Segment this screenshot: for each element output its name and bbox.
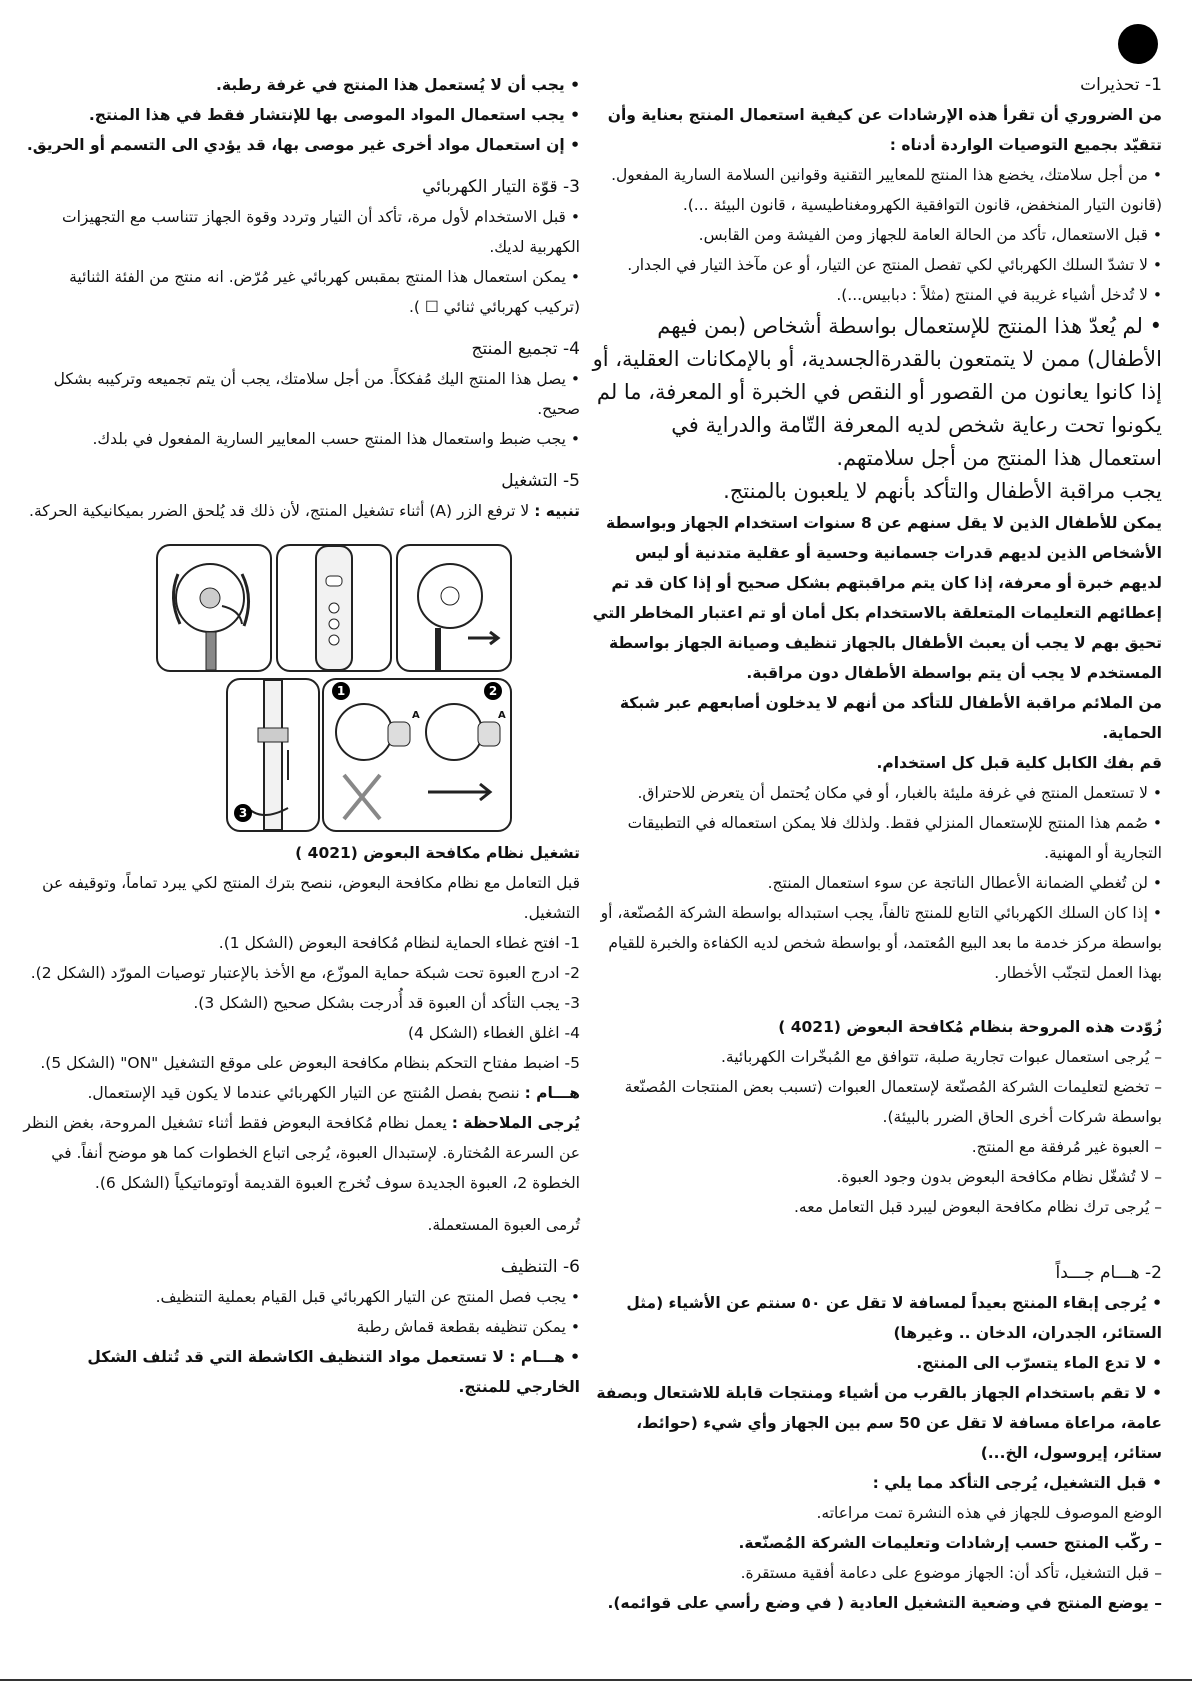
bullet-do-not-pull-cord: • لا تشدّ السلك الكهربائي لكي تفصل المنتج عن التيار، أو عن مآخذ التيار في الجدار. [627, 256, 1162, 274]
operation-step-4: 4- اغلق الغطاء (الشكل 4) [407, 1024, 580, 1042]
check-stable-support: – قبل التشغيل، تأكد أن: الجهاز موضوع على دعامة أفقية مستقرة. [740, 1564, 1162, 1582]
warning-text: لا ترفع الزر (A) أثناء تشغيل المنتج، لأن ذلك قد يُلحق الضرر بميكانيكية الحركة. [29, 502, 530, 520]
figure-tilt-panel [156, 544, 272, 672]
bullet-no-humid-room: • يجب أن لا يُستعمل هذا المنتج في غرفة رطبة. [216, 76, 580, 94]
bullet-no-foreign-objects: • لا تُدخل أشياء غريبة في المنتج (مثلاً : دبابيس...). [836, 286, 1162, 304]
paragraph-supervise-children: يجب مراقبة الأطفال والتأكد بأنهم لا يلعبون بالمنتج. [723, 479, 1162, 503]
paragraph-protective-grid: من الملائم مراقبة الأطفال للتأكد من أنهم لا يدخلون أصابعهم عبر شبكة الحماية. [619, 694, 1162, 742]
figure-label-a-2: A [498, 710, 506, 721]
mosquito-line-3: – العبوة غير مُرفقة مع المنتج. [971, 1138, 1162, 1156]
operation-step-3: 3- يجب التأكد أن العبوة قد أُدرجت بشكل صحيح (الشكل 3). [193, 994, 580, 1012]
bullet-no-dusty-room: • لا تستعمل المنتج في غرفة مليئة بالغبار، أو في مكان يُحتمل أن يتعرض للاحتراق. [637, 784, 1162, 802]
figure-head-panel [322, 678, 512, 832]
figure-control-panel [276, 544, 392, 672]
bullet-flammable: • لا تقم باستخدام الجهاز بالقرب من أشياء ومنتجات قابلة للاشتعال وبصفة عامة، مراعاة مسافة لا تقل عن 50 سم بين الجهاز وأي شيء (حوائط، ستائر، إيروسول، الخ...) [596, 1384, 1162, 1462]
mosquito-system-title: زُوّدت هذه المروحة بنظام مُكافحة البعوض (4021 ) [778, 1018, 1162, 1036]
bullet-class-ii: • يمكن استعمال هذا المنتج بمقبس كهربائي غير مُرّض. انه منتج من الفئة الثنائية (تركيب كهربائي ثنائي ☐ ). [69, 268, 580, 316]
check-upright: – يوضع المنتج في وضعية التشغيل العادية ( في وضع رأسي على قوائمه). [607, 1594, 1162, 1612]
mosquito-line-1: – يُرجى استعمال عبوات تجارية صلبة، تتوافق مع المُبخّرات الكهربائية. [721, 1048, 1162, 1066]
bullet-poisoning-risk: • إن استعمال مواد أخرى غير موصى بها، قد يؤدي الى التسمم أو الحريق. [26, 136, 580, 154]
bullet-unplug-before-cleaning: • يجب فصل المنتج عن التيار الكهربائي قبل القيام بعملية التنظيف. [155, 1288, 580, 1306]
operation-step-1: 1- افتح غطاء الحماية لنظام مُكافحة البعوض (الشكل 1). [218, 934, 580, 952]
section-6-title: 6- التنظيف [500, 1257, 580, 1277]
paragraph-unplug-cable: قم بفك الكابل كلية قبل كل استخدام. [876, 754, 1162, 772]
figure-clip-panel [396, 544, 512, 672]
operation-step-5: 5- اضبط مفتاح التحكم بنظام مكافحة البعوض على موقع التشغيل "ON" (الشكل 5). [40, 1054, 580, 1072]
bullet-damp-cloth: • يمكن تنظيفه بقطعة قماش رطبة [356, 1318, 580, 1336]
note-label: يُرجى الملاحظة : [451, 1114, 580, 1132]
bullet-safety-standards: • من أجل سلامتك، يخضع هذا المنتج للمعايير التقنية وقوانين السلامة السارية المفعول. (قانون التيار المنخفض، قانون التوافقية الكهرومغناطيسية ، قانون البيئة ...). [611, 166, 1162, 214]
bullet-damaged-cord: • إذا كان السلك الكهربائي التابع للمنتج تالفاً، يجب استبداله بواسطة الشركة المُصنّعة، أو بواسطة مركز خدمة ما بعد البيع المُعتمد، أو بواسطة شخص لديه الكفاءة والخبرة للقيام بهذا العمل لتجنّب الأخطار. [600, 904, 1162, 982]
section-4-title: 4- تجميع المنتج [471, 339, 580, 359]
note-text: يعمل نظام مُكافحة البعوض فقط أثناء تشغيل المروحة، بغض النظر عن السرعة المُختارة. لإستبدال العبوة، يُرجى اتباع الخطوات كما هو موضح أنفاً. في الخطوة 2، العبوة الجديدة سوف تُخرج العبوة القديمة أوتوماتيكياً (الشكل 6). [23, 1114, 580, 1192]
section-5-title: 5- التشغيل [501, 471, 580, 491]
important-label: هـــام : [524, 1084, 580, 1102]
operation-step-2: 2- ادرج العبوة تحت شبكة حماية الموزّع، مع الأخذ بالإعتبار توصيات المورّد (الشكل 2). [30, 964, 580, 982]
bullet-keep-distance: • يُرجى إبقاء المنتج بعيداً لمسافة لا تقل عن ٥٠ سنتم عن الأشياء (مثل الستائر، الجدران، الدخان .. وغيرها) [626, 1294, 1162, 1342]
bullet-before-operation: • قبل التشغيل، يُرجى التأكد مما يلي : [872, 1474, 1162, 1492]
section-1-intro: من الضروري أن تقرأ هذه الإرشادات عن كيفية استعمال المنتج بعناية وأن تتقيّد بجميع التوصيات الواردة أدناه : [607, 106, 1162, 154]
bullet-no-abrasive: • هـــام : لا تستعمل مواد التنظيف الكاشطة التي قد تُتلف الشكل الخارجي للمنتج. [87, 1348, 580, 1396]
bullet-check-voltage: • قبل الاستخدام لأول مرة، تأكد أن التيار وتردد وقوة الجهاز تتناسب مع التجهيزات الكهربية لديك. [62, 208, 580, 256]
mosquito-line-5: – يُرجى ترك نظام مكافحة البعوض ليبرد قبل التعامل معه. [793, 1198, 1162, 1216]
bottom-divider [0, 1679, 1192, 1681]
important-text: ننصح بفصل المُنتج عن التيار الكهربائي عندما لا يكون قيد الإستعمال. [87, 1084, 520, 1102]
left-column [20, 70, 580, 1402]
mosquito-line-4: – لا تُشغّل نظام مكافحة البعوض بدون وجود العبوة. [836, 1168, 1162, 1186]
bullet-no-water: • لا تدع الماء يتسرّب الى المنتج. [916, 1354, 1162, 1372]
right-column [592, 70, 1162, 1618]
paragraph-not-for-persons: • لم يُعدّ هذا المنتج للإستعمال بواسطة أشخاص (بمن فيهم الأطفال) ممن لا يتمتعون بالقدرةالجسدية، أو بالإمكانات العقلية، أو إذا كانوا يعانون من القصور أو النقص في الخبرة أو المعرفة، ما لم يكونوا تحت رعاية شخص لديه المعرفة التّامة والدراية في استعمال هذا المنتج من أجل سلامتهم. [592, 314, 1162, 470]
figure-marker-1: 1 [332, 682, 350, 700]
discard-used-cartridge: تُرمى العبوة المستعملة. [427, 1216, 580, 1234]
mosquito-line-2: – تخضع لتعليمات الشركة المُصنّعة لإستعمال العبوات (تسبب بعض المنتجات المُصنّعة بواسطة شركات أخرى الحاق الضرر بالبيئة). [624, 1078, 1162, 1126]
bullet-recommended-materials: • يجب استعمال المواد الموصى بها للإنتشار فقط في هذا المنتج. [88, 106, 580, 124]
bullet-local-standards: • يجب ضبط واستعمال هذا المنتج حسب المعايير السارية المفعول في بلدك. [92, 430, 580, 448]
page-marker-dot [1118, 24, 1158, 64]
figure-label-a-1: A [412, 710, 420, 721]
figure-marker-2: 2 [484, 682, 502, 700]
operation-intro: قبل التعامل مع نظام مكافحة البعوض، ننصح بترك المنتج لكي يبرد تماماً، وتوقيفه عن التشغيل. [42, 874, 580, 922]
operation-figure [20, 532, 580, 832]
check-assemble: – ركّب المنتج حسب إرشادات وتعليمات الشركة المُصنّعة. [738, 1534, 1162, 1552]
figure-marker-3: 3 [234, 804, 252, 822]
bullet-household-only: • صُمم هذا المنتج للإستعمال المنزلي فقط. ولذلك فلا يمكن استعماله في التطبيقات التجارية أو المهنية. [627, 814, 1162, 862]
bullet-assemble-correctly: • يصل هذا المنتج اليك مُفككاً. من أجل سلامتك، يجب أن يتم تجميعه وتركيبه بشكل صحيح. [53, 370, 580, 418]
section-3-title: 3- قوّة التيار الكهربائي [422, 177, 580, 197]
bullet-check-before-use: • قبل الاستعمال، تأكد من الحالة العامة للجهاز ومن الفيشة ومن القابس. [698, 226, 1162, 244]
section-1-title: 1- تحذيرات [1080, 75, 1162, 95]
bullet-warranty: • لن تُغطي الضمانة الأعطال الناتجة عن سوء استعمال المنتج. [767, 874, 1162, 892]
operation-title: تشغيل نظام مكافحة البعوض (4021 ) [295, 844, 580, 862]
warning-label: تنبيه : [534, 502, 580, 520]
check-position: الوضع الموصوف للجهاز في هذه النشرة تمت مراعاته. [816, 1504, 1162, 1522]
section-2-title: 2- هـــام جـــداً [1055, 1263, 1162, 1283]
paragraph-children-8-years: يمكن للأطفال الذين لا يقل سنهم عن 8 سنوات استخدام الجهاز وبواسطة الأشخاص الذين لديهم قدرات جسمانية وحسية أو عقلية متدنية أو ليس لديهم خبرة أو معرفة، إذا كان يتم مراقبتهم بشكل صحيح أو إذا كان قد تم إعطائهم التعليمات المتعلقة بالاستخدام بكل أمان أو تم اعتبار المخاطر التي تحيق بهم لا يجب أن يعبث الأطفال بالجهاز تنظيف وصيانة الجهاز بواسطة المستخدم لا يجب أن يتم بواسطة الأطفال دون مراقبة. [592, 514, 1162, 682]
